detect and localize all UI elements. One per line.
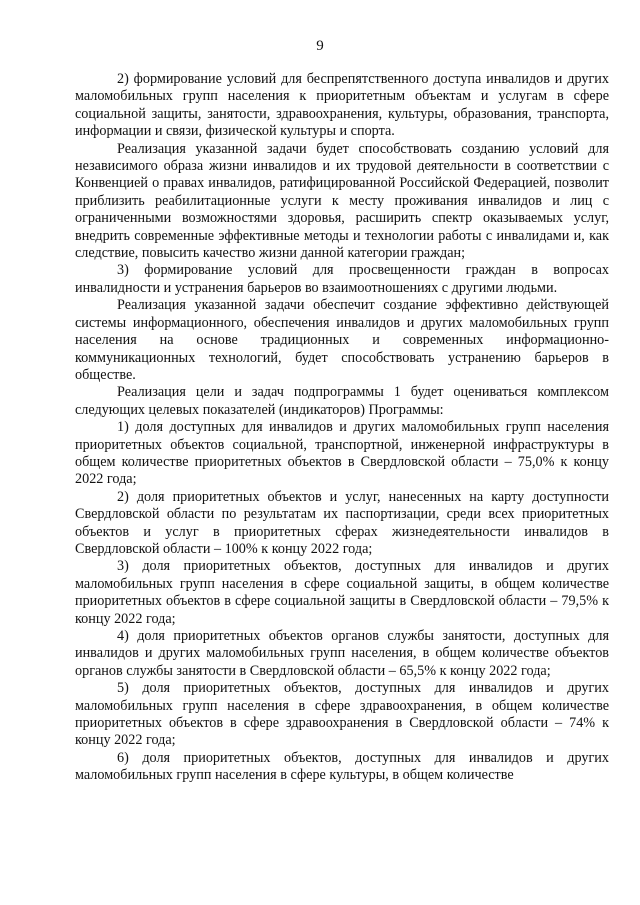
paragraph: 6) доля приоритетных объектов, доступных для инвалидов и других маломобильных групп населения в сфере культуры, в общем количестве [75,749,609,784]
paragraph: 3) формирование условий для просвещенности граждан в вопросах инвалидности и устранения барьеров во взаимоотношениях с другими людьми. [75,262,609,296]
paragraph: Реализация указанной задачи обеспечит создание эффективно действующей системы информационного, обеспечения инвалидов и других маломобильных групп населения на основе традиционных и современных информационно-коммуникационных технологий, будет способствовать устранению барьеров в обществе. [75,297,609,383]
paragraph: Реализация цели и задач подпрограммы 1 будет оцениваться комплексом следующих целевых показателей (индикаторов) Программы: [75,384,609,418]
paragraph: 3) доля приоритетных объектов, доступных для инвалидов и других маломобильных групп населения в сфере социальной защиты, в общем количестве приоритетных объектов в сфере социальной защиты в Свердловской области – 79,5% к концу 2022 года; [75,558,609,627]
paragraph: 2) доля приоритетных объектов и услуг, нанесенных на карту доступности Свердловской области по результатам их паспортизации, среди всех приоритетных объектов и услуг в приоритетных сферах жизнедеятельности инвалидов в Свердловской области – 100% к концу 2022 года; [75,488,609,557]
paragraph: 1) доля доступных для инвалидов и других маломобильных групп населения приоритетных объектов социальной, транспортной, инженерной инфраструктуры в общем количестве приоритетных объектов в Свердловской области – 75,0% к концу 2022 года; [75,419,609,488]
paragraph: 2) формирование условий для беспрепятственного доступа инвалидов и других маломобильных групп населения к приоритетным объектам и услугам в сфере социальной защиты, занятости, здравоохранения, культуры, образования, транспорта, информации и связи, физической культуры и спорта. [75,71,609,140]
page-number: 9 [316,38,324,54]
paragraph: Реализация указанной задачи будет способствовать созданию условий для независимого образа жизни инвалидов и их трудовой деятельности в соответствии с Конвенцией о правах инвалидов, ратифицированной Российской Федерацией, позволит приблизить реабилитационные услуги к месту проживания инвалидов и лиц с ограниченными возможностями здоровья, расширить спектр оказываемых услуг, внедрить современные эффективные методы и технологии работы с инвалидами и, как следствие, повысить качество жизни данной категории граждан; [75,140,609,262]
body-text [75,71,609,785]
paragraph: 4) доля приоритетных объектов органов службы занятости, доступных для инвалидов и других маломобильных групп населения, в общем количестве объектов органов службы занятости в Свердловской области – 65,5% к концу 2022 года; [75,628,609,679]
paragraph: 5) доля приоритетных объектов, доступных для инвалидов и других маломобильных групп населения в сфере здравоохранения, в общем количестве приоритетных объектов в сфере здравоохранения в Свердловской области – 74% к концу 2022 года; [75,680,609,749]
